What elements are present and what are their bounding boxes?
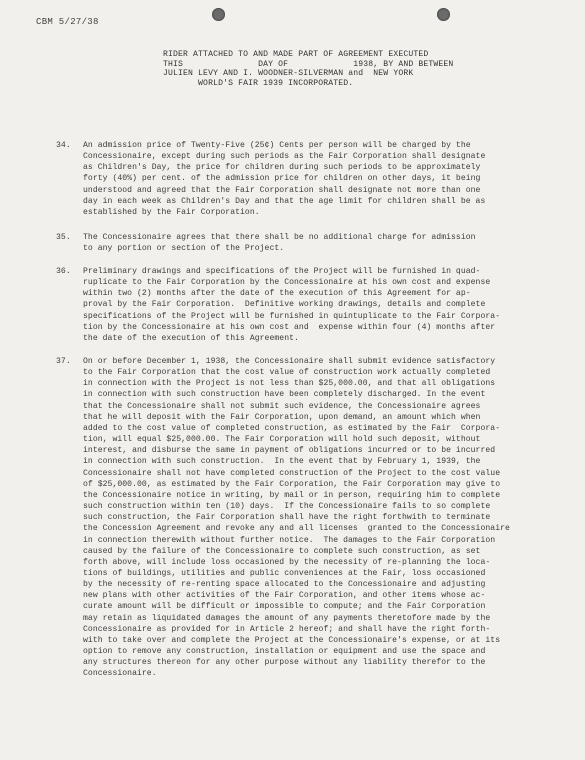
text-line: added to the cost value of completed construction, as estimated by the Fair Corpora-: [83, 423, 501, 433]
text-line: Concessionaire.: [83, 669, 157, 679]
text-line: understood and agreed that the Fair Corporation shall designate not more than one: [83, 185, 481, 195]
text-line: Concessionaire as provided for in Article 2 hereof; and shall have the right forth-: [83, 624, 491, 634]
text-line: tion by the Concessionaire at his own cost and expense within four (4) months after: [83, 322, 496, 332]
text-line: On or before December 1, 1938, the Concessionaire shall submit evidence satisfactory: [83, 357, 496, 366]
text-line: day in each week as Children's Day and that the age limit for children shall be as: [83, 196, 486, 206]
heading-line: WORLD'S FAIR 1939 INCORPORATED.: [163, 78, 354, 88]
text-line: of $25,000.00, as estimated by the Fair Corporation, the Fair Corporation may give to: [83, 479, 501, 489]
rider-heading: [163, 50, 493, 88]
paragraph-number: 35.: [56, 233, 71, 242]
text-line: to the Fair Corporation that the cost value of construction work actually completed: [83, 368, 491, 378]
text-line: any structures thereon for any other purpose without any liability therefor to the: [83, 658, 486, 668]
paragraph-body: [83, 232, 566, 254]
text-line: tions of buildings, utilities and public conveniences at the Fair, loss occasioned: [83, 568, 486, 578]
text-line: proval by the Fair Corporation. Definitive working drawings, details and complete: [83, 300, 486, 310]
text-line: Concessionaire shall not have completed construction of the Project to the cost value: [83, 468, 501, 478]
text-line: new plans with other activities of the Fair Corporation, and other items whose ac-: [83, 591, 486, 601]
text-line: that he will deposit with the Fair Corporation, upon demand, an amount which when: [83, 412, 481, 422]
text-line: such construction within ten (10) days. If the Concessionaire fails to so complete: [83, 502, 491, 512]
text-line: within two (2) months after the date of the execution of this Agreement for ap-: [83, 289, 471, 299]
paragraph-number: 37.: [56, 357, 71, 366]
text-line: Preliminary drawings and specifications of the Project will be furnished in quad-: [83, 267, 481, 276]
text-line: An admission price of Twenty-Five (25¢) Cents per person will be charged by the: [83, 141, 471, 150]
text-line: the Concessionaire notice in writing, by mail or in person, requiring him to complete: [83, 490, 501, 500]
text-line: Concessionaire, except during such periods as the Fair Corporation shall designate: [83, 152, 486, 162]
text-line: interest, and disburse the same in payment of obligations incurred or to be incurred: [83, 446, 496, 456]
text-line: in connection with such construction have been completely discharged. In the event: [83, 390, 486, 400]
text-line: forty (40%) per cent. of the admission price for children on other days, it being: [83, 174, 481, 184]
text-line: such construction, the Fair Corporation shall have the right forthwith to terminate: [83, 513, 491, 523]
punch-hole: [212, 8, 225, 21]
heading-line: THIS DAY OF 1938, BY AND BETWEEN: [163, 59, 454, 69]
text-line: the date of the execution of this Agreement.: [83, 333, 299, 343]
text-line: in connection with such construction. In the event that by February 1, 1939, the: [83, 457, 481, 467]
text-line: The Concessionaire agrees that there shall be no additional charge for admission: [83, 233, 476, 242]
text-line: in connection with the Project is not less than $25,000.00, and that all obligations: [83, 379, 496, 389]
paragraph-number: 36.: [56, 267, 71, 276]
text-line: as Children's Day, the price for children during such periods to be approximately: [83, 163, 481, 173]
text-line: by the necessity of re-renting space allocated to the Concessionaire and adjusting: [83, 580, 486, 590]
text-line: ruplicate to the Fair Corporation by the Concessionaire at his own cost and expense: [83, 278, 491, 288]
text-line: to any portion or section of the Project.: [83, 244, 285, 254]
text-line: in connection therewith without further notice. The damages to the Fair Corporation: [83, 535, 496, 545]
punch-hole: [437, 8, 450, 21]
text-line: specifications of the Project will be furnished in quintuplicate to the Fair Corpora-: [83, 311, 501, 321]
text-line: that the Concessionaire shall not submit such evidence, the Concessionaire agrees: [83, 401, 481, 411]
paragraph-body: [83, 356, 566, 680]
text-line: forth above, will include loss occasioned by the necessity of re-planning the loca-: [83, 557, 491, 567]
paragraph-number: 34.: [56, 141, 71, 150]
heading-line: JULIEN LEVY AND I. WOODNER-SILVERMAN and NEW YORK: [163, 69, 414, 78]
text-line: may retain as liquidated damages the amount of any payments theretofore made by the: [83, 613, 491, 623]
heading-line: RIDER ATTACHED TO AND MADE PART OF AGREEMENT EXECUTED: [163, 50, 429, 59]
text-line: curate amount will be difficult or impossible to compute; and the Fair Corporation: [83, 602, 486, 612]
text-line: tion, will equal $25,000.00. The Fair Corporation will hold such deposit, without: [83, 435, 481, 445]
text-line: the Concession Agreement and revoke any and all licenses granted to the Concessionaire: [83, 524, 510, 534]
text-line: caused by the failure of the Concessionaire to complete such construction, as set: [83, 546, 481, 556]
paragraph-body: [83, 266, 566, 344]
file-stamp: CBM 5/27/38: [36, 17, 99, 27]
text-line: with to take over and complete the Project at the Concessionaire's expense, or at its: [83, 635, 501, 645]
text-line: option to remove any construction, installation or equipment and use the space and: [83, 647, 486, 657]
paragraph-body: [83, 140, 566, 218]
text-line: established by the Fair Corporation.: [83, 207, 260, 217]
